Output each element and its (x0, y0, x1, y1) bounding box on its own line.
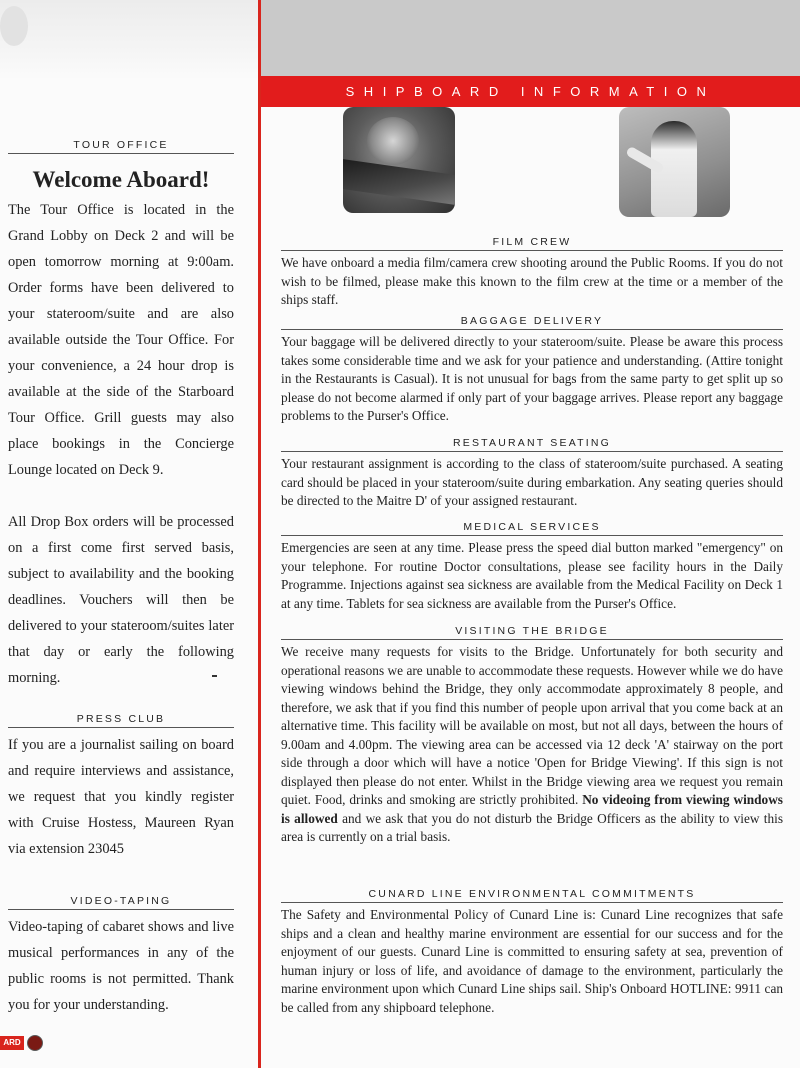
cunard-logo (0, 1032, 48, 1054)
logo-text: ARD (0, 1036, 24, 1050)
video-taping-heading: VIDEO-TAPING (8, 895, 234, 910)
tour-office-text: The Tour Office is located in the Grand Lobby on Deck 2 and will be open tomorrow morning at 9:00am. Order forms have been delivered to your stateroom/suite and are also available outside the Tour Office. For your convenience, a 24 hour drop is available at the side of the Starboard Tour Office. Grill guests may also place bookings in the Concierge Lounge located on Deck 9. (8, 202, 234, 478)
baggage-heading: BAGGAGE DELIVERY (281, 315, 783, 330)
video-taping-text: Video-taping of cabaret shows and live musical performances in any of the public rooms is not permitted. Thank you for your understanding. (8, 919, 234, 1013)
left-header-faded (0, 0, 258, 80)
bridge-text-main: We receive many requests for visits to the Bridge. Unfortunately for both security and operational reasons we are unable to accommodate these requests. However while we do have viewing windows behind the Bridge, they only accommodate approximately 8 people, and therefore, we ask that if you find this number of people upon arrival that you come back at an alternative time. This facility will be available on most, but not all days, between the hours of 9.00am and 4.00pm. The viewing area can be accessed via 12 deck 'A' stairway on the port side through a door which will have a notice 'Open for Bridge Viewing'. If this sign is not displayed then please do not enter. Whilst in the Bridge viewing area we request you remain quiet. Food, drinks and smoking are strictly prohibited. (281, 644, 783, 807)
bridge-heading: VISITING THE BRIDGE (281, 625, 783, 640)
section-banner: SHIPBOARD INFORMATION (261, 76, 800, 107)
guest-on-deck-photo (619, 107, 730, 217)
welcome-title: Welcome Aboard! (32, 167, 210, 192)
bridge-text (281, 643, 783, 847)
tour-office-heading: TOUR OFFICE (8, 139, 234, 154)
medical-text: Emergencies are seen at any time. Please press the speed dial button marked "emergency" on your telephone. For routine Doctor consultations, please see facility hours in the Daily Programme. Injections against sea sickness are available from the Medical Facility on Deck 1 at any time. Tablets for sea sickness are available from the Purser's Office. (281, 540, 783, 611)
film-crew-heading: FILM CREW (281, 236, 783, 251)
faded-logo-mark (0, 6, 28, 46)
restaurant-heading: RESTAURANT SEATING (281, 437, 783, 452)
film-crew-text: We have onboard a media film/camera crew shooting around the Public Rooms. If you do not wish to be filmed, please make this known to the film crew at the time or a member of the ships staff. (281, 255, 783, 307)
crest-icon (27, 1035, 43, 1051)
gray-header-band (261, 0, 800, 76)
environment-text: The Safety and Environmental Policy of Cunard Line is: Cunard Line recognizes that safe ships and a clean and healthy marine environment are essential for our success and for the enjoyment of our guests. Cunard Line is committed to ensuring safety at sea, prevention of human injury or loss of life, and avoidance of damage to the environment, particularly the marine environment upon which Cunard Line ships sail. Ship's Onboard HOTLINE: 9911 can be called from any shipboard telephone. (281, 907, 783, 1015)
red-column-divider (258, 0, 261, 1068)
officer-cap-photo (343, 107, 455, 213)
press-club-heading: PRESS CLUB (8, 713, 234, 728)
bridge-text-end: and we ask that you do not disturb the Bridge Officers as the ability to view this area is currently on a trial basis. (281, 810, 783, 844)
medical-heading: MEDICAL SERVICES (281, 521, 783, 536)
environment-heading: CUNARD LINE ENVIRONMENTAL COMMITMENTS (281, 888, 783, 903)
cap-badge-image (367, 117, 419, 165)
drop-box-text: All Drop Box orders will be processed on a first come first served basis, subject to availability and the booking deadlines. Vouchers will then be delivered to your stateroom/suites later that day or early the following morning. (8, 514, 234, 686)
restaurant-text: Your restaurant assignment is according to the class of stateroom/suite purchased. A seating card should be placed in your stateroom/suite during embarkation. Any seating queries should be directed to the Maitre D' of your assigned restaurant. (281, 456, 783, 508)
stray-mark (212, 675, 217, 677)
bridge-no-video-warning: No videoing from viewing windows is allowed (281, 792, 783, 826)
cap-brim-image (343, 159, 455, 205)
baggage-text: Your baggage will be delivered directly to your stateroom/suite. Please be aware this process takes some considerable time and we ask for your patience and understanding. (Attire tonight in the Restaurants is Casual). It is not unusual for bags from the same party to get split up so please do not become alarmed if only part of your baggage arrives. Please report any baggage problems to the Purser's Office. (281, 334, 783, 423)
press-club-text: If you are a journalist sailing on board and require interviews and assistance, we request that you kindly register with Cruise Hostess, Maureen Ryan via extension 23045 (8, 737, 234, 857)
